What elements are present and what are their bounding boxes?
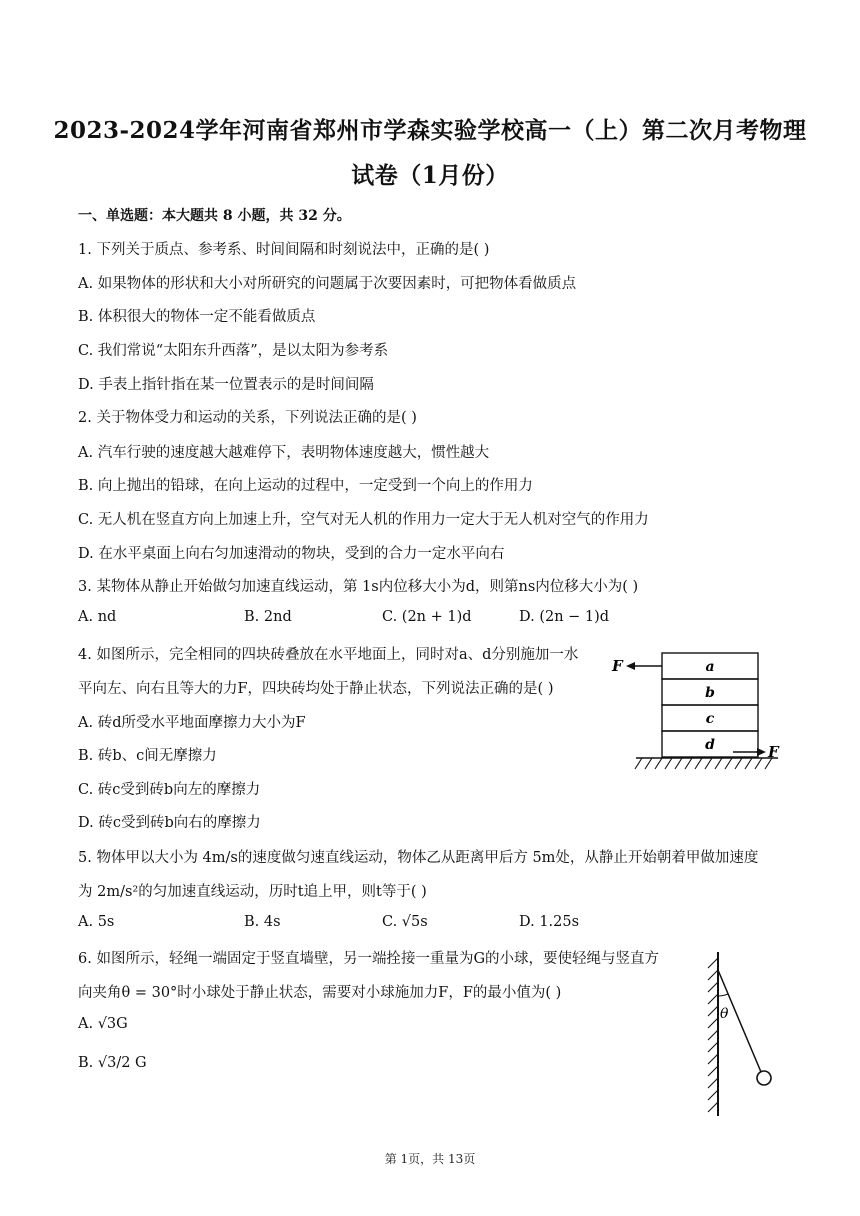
question-4-option-c: C. 砖c受到砖b向左的摩擦力 <box>78 782 261 798</box>
question-2-option-a: A. 汽车行驶的速度越大越难停下，表明物体速度越大，惯性越大 <box>78 445 490 461</box>
question-4-stem-line-1: 4. 如图所示，完全相同的四块砖叠放在水平地面上，同时对a、d分别施加一水 <box>78 647 579 663</box>
question-1-option-c: C. 我们常说“太阳东升西落”，是以太阳为参考系 <box>78 343 389 359</box>
question-2-option-c: C. 无人机在竖直方向上加速上升，空气对无人机的作用力一定大于无人机对空气的作用力 <box>78 512 649 528</box>
brick-a-label: a <box>705 659 715 675</box>
section-heading: 一、单选题：本大题共 8 小题，共 32 分。 <box>78 208 351 224</box>
question-5-stem-line-2: 为 2m/s²的匀加速直线运动，历时t追上甲，则t等于( ) <box>78 884 427 900</box>
question-3-stem: 3. 某物体从静止开始做匀加速直线运动，第 1s内位移大小为d，则第ns内位移大小为( ) <box>78 579 639 595</box>
question-5-option-c: C. √5s <box>382 914 428 930</box>
question-6-stem-line-2: 向夹角θ = 30°时小球处于静止状态，需要对小球施加力F，F的最小值为( ) <box>78 985 562 1001</box>
question-6-pendulum-figure <box>688 948 798 1120</box>
force-arrowhead-right <box>757 748 766 756</box>
question-1-stem: 1. 下列关于质点、参考系、时间间隔和时刻说法中，正确的是( ) <box>78 242 490 258</box>
ground-hatching <box>635 758 772 769</box>
question-5-option-a: A. 5s <box>78 914 115 930</box>
question-6-stem-line-1: 6. 如图所示，轻绳一端固定于竖直墙壁，另一端拴接一重量为G的小球，要使轻绳与竖直方 <box>78 951 660 967</box>
question-4-option-d: D. 砖c受到砖b向右的摩擦力 <box>78 815 261 831</box>
question-5-option-b: B. 4s <box>244 914 281 930</box>
exam-title-line-2: 试卷（1月份） <box>351 162 509 189</box>
page-footer: 第 1页，共 13页 <box>384 1152 476 1166</box>
question-3-option-a: A. nd <box>78 609 117 625</box>
force-label-left: F <box>612 657 623 675</box>
question-3-option-d: D. (2n − 1)d <box>519 609 610 625</box>
question-4-option-b: B. 砖b、c间无摩擦力 <box>78 748 217 764</box>
question-4-option-a: A. 砖d所受水平地面摩擦力大小为F <box>78 715 306 731</box>
force-arrowhead-left <box>626 662 635 670</box>
brick-d-label: d <box>705 737 715 753</box>
question-3-option-c: C. (2n + 1)d <box>382 609 472 625</box>
brick-c-label: c <box>705 711 715 727</box>
question-5-stem-line-1: 5. 物体甲以大小为 4m/s的速度做匀速直线运动，物体乙从距离甲后方 5m处，从静止开始朝着甲做加速度 <box>78 850 759 866</box>
question-3-option-b: B. 2nd <box>244 609 292 625</box>
wall-hatching <box>708 958 718 1112</box>
question-1-option-d: D. 手表上指针指在某一位置表示的是时间间隔 <box>78 377 374 393</box>
question-6-option-b: B. √3/2 G <box>78 1055 147 1071</box>
exam-title-line-1: 2023-2024学年河南省郑州市学森实验学校高一（上）第二次月考物理 <box>53 117 807 144</box>
brick-b-label: b <box>705 685 715 701</box>
angle-label: θ <box>720 1006 729 1022</box>
angle-arc <box>718 994 728 996</box>
force-label-right: F <box>768 743 779 761</box>
ball <box>757 1071 771 1085</box>
question-1-option-b: B. 体积很大的物体一定不能看做质点 <box>78 309 316 325</box>
question-4-stem-line-2: 平向左、向右且等大的力F，四块砖均处于静止状态，下列说法正确的是( ) <box>78 681 554 697</box>
question-2-stem: 2. 关于物体受力和运动的关系，下列说法正确的是( ) <box>78 410 417 426</box>
question-1-option-a: A. 如果物体的形状和大小对所研究的问题属于次要因素时，可把物体看做质点 <box>78 276 577 292</box>
question-2-option-b: B. 向上抛出的铅球，在向上运动的过程中，一定受到一个向上的作用力 <box>78 478 533 494</box>
question-2-option-d: D. 在水平桌面上向右匀加速滑动的物块，受到的合力一定水平向右 <box>78 546 505 562</box>
question-6-option-a: A. √3G <box>78 1016 128 1032</box>
question-4-brick-figure <box>606 645 796 780</box>
question-5-option-d: D. 1.25s <box>519 914 580 930</box>
